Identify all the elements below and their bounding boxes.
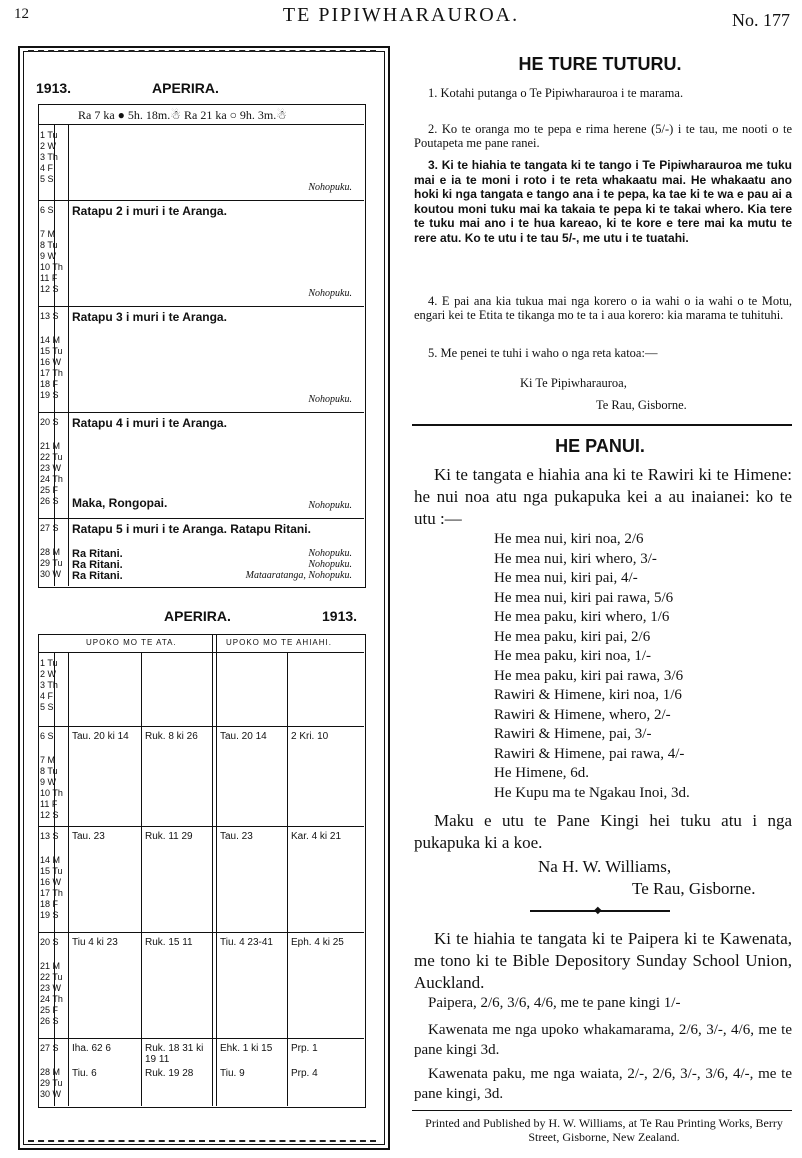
lesson-cell: Tau. 23	[72, 831, 105, 842]
nohopuku-note: Nohopuku.	[308, 559, 352, 570]
calendar-day: 29 Tu	[40, 558, 63, 568]
lesson-cell: Tau. 20 14	[220, 731, 267, 742]
calendar-day: 7 M	[40, 229, 56, 239]
ture-title: HE TURE TUTURU.	[518, 54, 682, 74]
publication-title: TE PIPIWHARAUROA.	[282, 4, 520, 26]
calendar-day: 8 Tu	[40, 766, 58, 776]
page-number: 12	[14, 6, 29, 22]
calendar-day: 17 Th	[40, 368, 63, 378]
bottom-calendar-year: 1913.	[322, 608, 358, 624]
calendar-day: 5 S	[40, 702, 54, 712]
calendar-day: 15 Tu	[40, 866, 63, 876]
calendar-day: 2 W	[40, 669, 57, 679]
calendar-day: 9 W	[40, 777, 57, 787]
price-item: He mea paku, kiri pai, 2/6	[494, 628, 651, 645]
paipera-line-2: Kawenata me nga upoko whakamarama, 2/6, 3/-, 4/6, me te pane kingi 3d.	[414, 1022, 792, 1058]
lesson-cell: Tau. 20 ki 14	[72, 731, 129, 742]
ture-address-line-1: Ki Te Pipiwharauroa,	[520, 376, 627, 390]
sunday-title: Ratapu 5 i muri i te Aranga. Ratapu Ritani.	[72, 522, 311, 536]
issue-number: No. 177	[732, 10, 790, 30]
calendar-day: 3 Th	[40, 680, 58, 690]
lesson-cell: Tiu 4 ki 23	[72, 937, 118, 948]
col-evening-heading: UPOKO MO TE AHIAHI.	[226, 638, 332, 647]
price-item: He mea nui, kiri noa, 2/6	[494, 531, 644, 547]
top-calendar-month: APERIRA.	[152, 80, 219, 96]
calendar-day: 2 W	[40, 141, 57, 151]
calendar-day: 12 S	[40, 284, 59, 294]
calendar-day: 17 Th	[40, 888, 63, 898]
price-item: Rawiri & Himene, kiri noa, 1/6	[494, 687, 682, 703]
printer-imprint: Printed and Published by H. W. Williams, at Te Rau Printing Works, Berry Street, Gisborne, New Zealand.	[425, 1116, 783, 1144]
top-calendar-box	[38, 104, 366, 588]
calendar-day: 14 M	[40, 855, 61, 865]
price-item: He Kupu ma te Ngakau Inoi, 3d.	[494, 784, 690, 801]
bottom-calendar-month: APERIRA.	[164, 608, 231, 624]
calendar-day: 7 M	[40, 755, 56, 765]
calendar-day: 23 W	[40, 463, 62, 473]
ture-paragraph-2: 2. Ko te oranga mo te pepa e rima herene (5/-) i te tau, me nooti o te Poutapeta me pane ranei.	[414, 122, 792, 150]
calendar-day: 13 S	[40, 311, 59, 321]
lesson-cell: Kar. 4 ki 21	[291, 831, 342, 842]
ritani-day: Ra Ritani.	[72, 548, 123, 560]
calendar-day: 20 S	[40, 937, 59, 947]
ornament-diamond-icon: ◆	[594, 905, 602, 916]
week-divider	[38, 1038, 364, 1039]
calendar-day: 9 W	[40, 251, 57, 261]
lesson-cell: Tiu. 4 23-41	[220, 937, 273, 948]
calendar-day: 10 Th	[40, 788, 63, 798]
calendar-day: 4 F	[40, 163, 54, 173]
ture-paragraph-5: 5. Me penei te tuhi i waho o nga reta katoa:—	[428, 346, 658, 360]
price-item: He mea paku, kiri pai rawa, 3/6	[494, 667, 684, 684]
calendar-day: 28 M	[40, 547, 61, 557]
lesson-cell: Tiu. 9	[220, 1068, 245, 1079]
calendar-day: 11 F	[40, 799, 58, 809]
lesson-cell: Eph. 4 ki 25	[291, 937, 344, 948]
calendar-day: 21 M	[40, 441, 61, 451]
lesson-cell: Ehk. 1 ki 15	[220, 1043, 273, 1054]
lesson-cell: Ruk. 11 29	[145, 831, 193, 842]
lesson-cell: Prp. 4	[291, 1068, 318, 1079]
calendar-day: 29 Tu	[40, 1078, 63, 1088]
calendar-day: 15 Tu	[40, 346, 63, 356]
footer-rule	[412, 1110, 792, 1111]
calendar-day: 14 M	[40, 335, 61, 345]
price-item: Rawiri & Himene, pai, 3/-	[494, 726, 652, 742]
nohopuku-note: Nohopuku.	[308, 288, 352, 299]
moon-phases: Ra 7 ka ● 5h. 18m.☃ Ra 21 ka ○ 9h. 3m.☃	[78, 108, 287, 122]
calendar-day: 26 S	[40, 496, 59, 506]
calendar-day: 3 Th	[40, 152, 58, 162]
week-divider	[38, 412, 364, 413]
calendar-day: 12 S	[40, 810, 59, 820]
calendar-day: 1 Tu	[40, 658, 58, 668]
price-item: He mea nui, kiri whero, 3/-	[494, 550, 657, 567]
calendar-day: 16 W	[40, 357, 62, 367]
lesson-cell: Iha. 62 6	[72, 1043, 111, 1054]
paipera-line-1: Paipera, 2/6, 3/6, 4/6, me te pane kingi 1/-	[428, 995, 681, 1011]
ture-address-line-2: Te Rau, Gisborne.	[596, 398, 687, 412]
nohopuku-note: Mataaratanga, Nohopuku.	[245, 570, 352, 581]
week-divider	[38, 518, 364, 519]
calendar-day: 25 F	[40, 1005, 59, 1015]
frame-ornament-bottom	[28, 1140, 376, 1142]
calendar-day: 28 M	[40, 1067, 61, 1077]
nohopuku-note: Nohopuku.	[308, 500, 352, 511]
calendar-day: 27 S	[40, 1043, 59, 1053]
calendar-day: 13 S	[40, 831, 59, 841]
calendar-day: 27 S	[40, 523, 59, 533]
paipera-line-3: Kawenata paku, me nga waiata, 2/-, 2/6, 3/-, 3/6, 4/-, me te pane kingi, 3d.	[414, 1066, 792, 1102]
calendar-day: 19 S	[40, 910, 59, 920]
price-item: He mea nui, kiri pai rawa, 5/6	[494, 589, 674, 606]
calendar-day: 22 Tu	[40, 972, 63, 982]
calendar-day: 30 W	[40, 569, 62, 579]
nohopuku-note: Nohopuku.	[308, 182, 352, 193]
calendar-day: 18 F	[40, 899, 59, 909]
panui-title: HE PANUI.	[555, 436, 645, 456]
price-item: He Himene, 6d.	[494, 765, 589, 781]
calendar-day: 8 Tu	[40, 240, 58, 250]
lesson-cell: Ruk. 15 11	[145, 937, 193, 948]
bottom-calendar-box	[38, 634, 366, 1108]
price-item: He mea paku, kiri whero, 1/6	[494, 609, 670, 625]
calendar-day: 16 W	[40, 877, 62, 887]
signature-name: Na H. W. Williams,	[538, 857, 672, 876]
sunday-title: Ratapu 4 i muri i te Aranga.	[72, 416, 227, 430]
panui-intro: Ki te tangata e hiahia ana ki te Rawiri ki te Himene: he nui noa atu nga pukapuka kei a au inaianei: ko te utu :—	[414, 465, 792, 528]
lesson-cell: Tau. 23	[220, 831, 253, 842]
calendar-day: 18 F	[40, 379, 59, 389]
lesson-cell: Tiu. 6	[72, 1068, 97, 1079]
ritani-day: Ra Ritani.	[72, 559, 123, 571]
lesson-cell: Ruk. 18 31 ki 19 11	[145, 1043, 204, 1065]
calendar-day: 20 S	[40, 417, 59, 427]
ture-paragraph-1: 1. Kotahi putanga o Te Pipiwharauroa i te marama.	[428, 86, 684, 100]
top-calendar-year: 1913.	[36, 80, 72, 96]
frame-ornament-top	[28, 50, 376, 52]
nohopuku-note: Nohopuku.	[308, 394, 352, 405]
price-item: Rawiri & Himene, whero, 2/-	[494, 706, 671, 723]
calendar-day: 10 Th	[40, 262, 63, 272]
price-item: He mea paku, kiri noa, 1/-	[494, 648, 652, 664]
calendar-day: 19 S	[40, 390, 59, 400]
week-divider	[38, 200, 364, 201]
calendar-day: 24 Th	[40, 994, 63, 1004]
price-list	[494, 530, 794, 803]
ture-paragraph-3: 3. Ki te hiahia te tangata ki te tango i Te Pipiwharauroa me tuku mai e ia te moni i roto i te reta whakaatu mai. He whakaatu ano hoki ki nga tangata e tango ana i te pepa, ka tae ki te wa e pau ai a koutou moni tuku mai ka takaia te pepa ki te takai whero. Kia tere te tuku mai ano i te hua kareao, ki te kore e tere mai ka mutu te rere atu. Ko te utu i te tau 5/-, me utu i te tuatahi.	[414, 158, 792, 245]
feast-day: Maka, Rongopai.	[72, 496, 168, 510]
lesson-cell: 2 Kri. 10	[291, 731, 329, 742]
week-divider	[38, 726, 364, 727]
col-morning-heading: UPOKO MO TE ATA.	[86, 638, 177, 647]
calendar-day: 25 F	[40, 485, 59, 495]
sunday-title: Ratapu 3 i muri i te Aranga.	[72, 310, 227, 324]
signature-place: Te Rau, Gisborne.	[632, 879, 756, 898]
lesson-cell: Ruk. 8 ki 26	[145, 731, 198, 742]
calendar-day: 1 Tu	[40, 130, 58, 140]
calendar-day: 21 M	[40, 961, 61, 971]
calendar-day: 11 F	[40, 273, 58, 283]
lesson-cell: Ruk. 19 28	[145, 1068, 194, 1079]
calendar-day: 26 S	[40, 1016, 59, 1026]
week-divider	[38, 826, 364, 827]
calendar-day: 5 S	[40, 174, 54, 184]
ritani-day: Ra Ritani.	[72, 570, 123, 582]
panui-closing: Maku e utu te Pane Kingi hei tuku atu i nga pukapuka ki a koe.	[414, 811, 792, 852]
sunday-title: Ratapu 2 i muri i te Aranga.	[72, 204, 227, 218]
calendar-day: 24 Th	[40, 474, 63, 484]
price-item: He mea nui, kiri pai, 4/-	[494, 570, 638, 586]
lesson-cell: Prp. 1	[291, 1043, 318, 1054]
calendar-day: 4 F	[40, 691, 54, 701]
calendar-day: 23 W	[40, 983, 62, 993]
week-divider	[38, 306, 364, 307]
calendar-day: 22 Tu	[40, 452, 63, 462]
calendar-day: 6 S	[40, 731, 54, 741]
paipera-intro: Ki te hiahia te tangata ki te Paipera ki te Kawenata, me tono ki te Bible Depository Sunday School Union, Auckland.	[414, 929, 792, 992]
price-item: Rawiri & Himene, pai rawa, 4/-	[494, 745, 685, 762]
week-divider	[38, 932, 364, 933]
calendar-day: 30 W	[40, 1089, 62, 1099]
calendar-day: 6 S	[40, 205, 54, 215]
section-divider	[412, 424, 792, 426]
nohopuku-note: Nohopuku.	[308, 548, 352, 559]
ture-paragraph-4: 4. E pai ana kia tukua mai nga korero o ia wahi o ia wahi o te Motu, engari kei te Etita te tikanga mo te ta i aua korero: kia marama te tuhituhi.	[414, 294, 792, 322]
